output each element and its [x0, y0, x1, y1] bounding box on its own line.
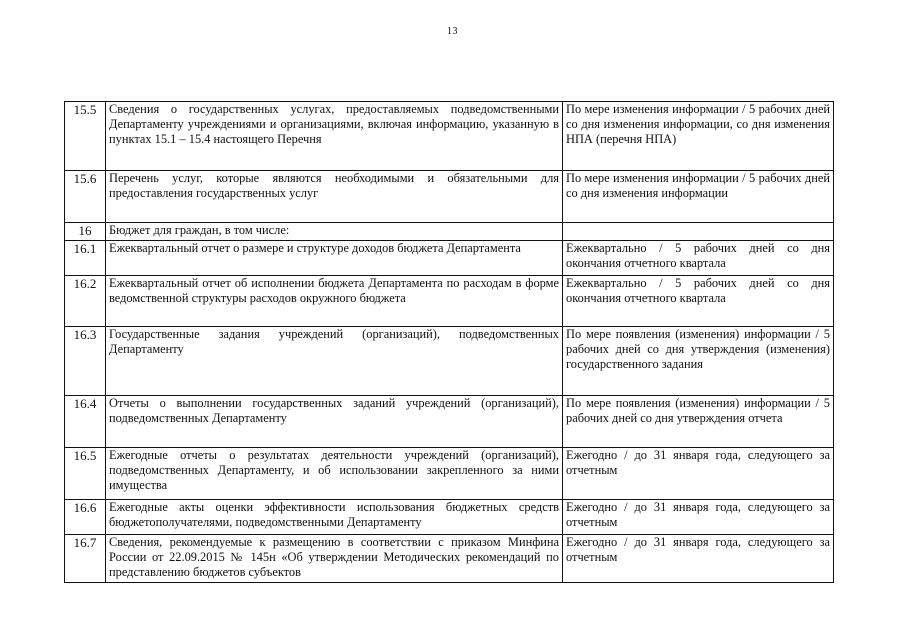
row-number: 16.6	[65, 500, 106, 535]
row-term: По мере изменения информации / 5 рабочих дней со дня изменения информации	[563, 171, 834, 223]
row-description: Ежегодные отчеты о результатах деятельности учреждений (организаций), подведомственных Департаменту, и об использовании закрепленного за ними имущества	[106, 448, 563, 500]
row-term: По мере появления (изменения) информации / 5 рабочих дней со дня утверждения отчета	[563, 396, 834, 448]
table-row	[65, 535, 834, 583]
row-description: Бюджет для граждан, в том числе:	[106, 223, 563, 241]
row-description: Сведения, рекомендуемые к размещению в соответствии с приказом Минфина России от 22.09.2015 № 145н «Об утверждении Методических рекомендаций по представлению бюджетов субъектов	[106, 535, 563, 583]
document-table	[64, 101, 834, 583]
row-number: 16.5	[65, 448, 106, 500]
row-term	[563, 223, 834, 241]
row-term: Ежеквартально / 5 рабочих дней со дня окончания отчетного квартала	[563, 241, 834, 276]
row-description: Отчеты о выполнении государственных заданий учреждений (организаций), подведомственных Департаменту	[106, 396, 563, 448]
row-description: Перечень услуг, которые являются необходимыми и обязательными для предоставления государственных услуг	[106, 171, 563, 223]
row-description: Ежеквартальный отчет об исполнении бюджета Департамента по расходам в форме ведомственной структуры расходов окружного бюджета	[106, 276, 563, 327]
row-description: Государственные задания учреждений (организаций), подведомственных Департаменту	[106, 327, 563, 396]
row-term: Ежегодно / до 31 января года, следующего за отчетным	[563, 535, 834, 583]
row-description: Сведения о государственных услугах, предоставляемых подведомственными Департаменту учреждениями и организациями, включая информацию, указанную в пунктах 15.1 – 15.4 настоящего Перечня	[106, 102, 563, 171]
row-number: 15.6	[65, 171, 106, 223]
table-row	[65, 171, 834, 223]
row-term: По мере появления (изменения) информации / 5 рабочих дней со дня утверждения (изменения) государственного задания	[563, 327, 834, 396]
table-row	[65, 448, 834, 500]
page-number: 13	[447, 26, 458, 37]
row-term: Ежегодно / до 31 января года, следующего за отчетным	[563, 448, 834, 500]
row-term: Ежегодно / до 31 января года, следующего за отчетным	[563, 500, 834, 535]
table-row	[65, 102, 834, 171]
row-number: 16.3	[65, 327, 106, 396]
table-row	[65, 241, 834, 276]
row-number: 16	[65, 223, 106, 241]
table-row	[65, 223, 834, 241]
row-number: 16.4	[65, 396, 106, 448]
table-row	[65, 327, 834, 396]
row-number: 16.7	[65, 535, 106, 583]
table-row	[65, 500, 834, 535]
table-row	[65, 396, 834, 448]
row-description: Ежеквартальный отчет о размере и структуре доходов бюджета Департамента	[106, 241, 563, 276]
row-term: Ежеквартально / 5 рабочих дней со дня окончания отчетного квартала	[563, 276, 834, 327]
row-number: 16.1	[65, 241, 106, 276]
row-description: Ежегодные акты оценки эффективности использования бюджетных средств бюджетополучателями, подведомственными Департаменту	[106, 500, 563, 535]
row-term: По мере изменения информации / 5 рабочих дней со дня изменения информации, со дня изменения НПА (перечня НПА)	[563, 102, 834, 171]
row-number: 16.2	[65, 276, 106, 327]
table-row	[65, 276, 834, 327]
row-number: 15.5	[65, 102, 106, 171]
